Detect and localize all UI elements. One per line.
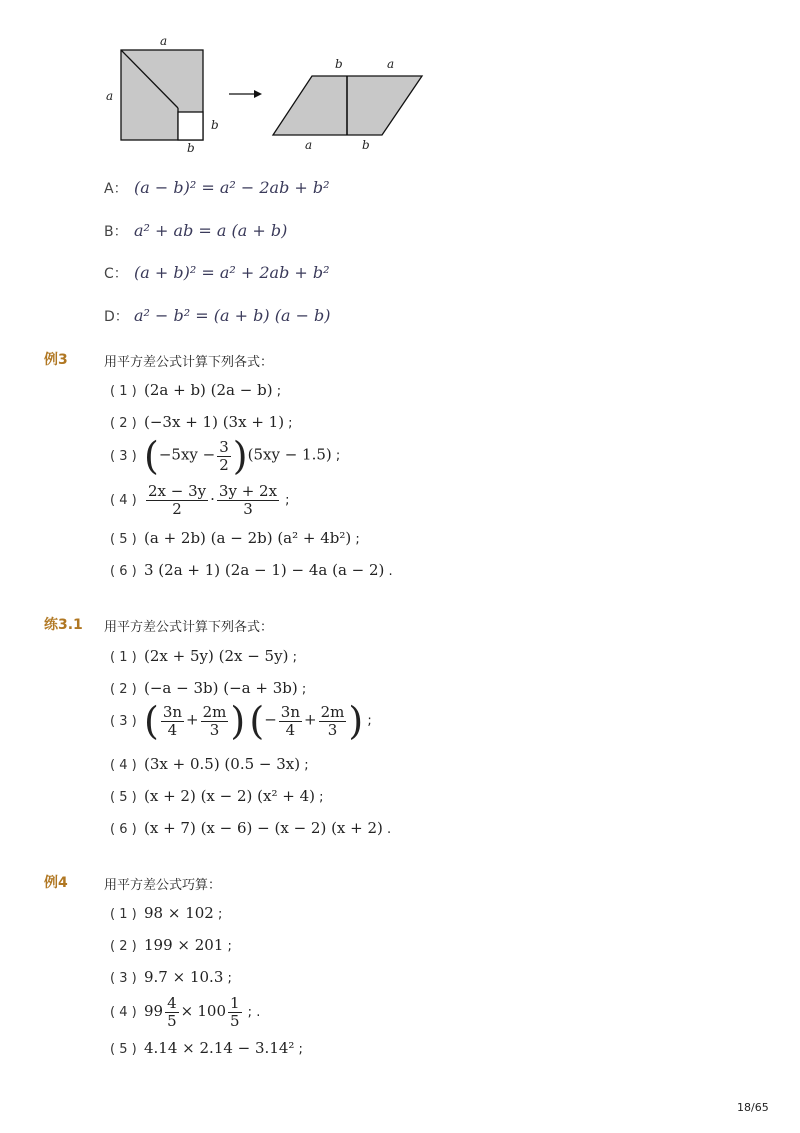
item-end: ; (297, 682, 307, 697)
item-expression: (3x + 0.5) (0.5 − 3x) (144, 755, 301, 773)
item-expression: 3 (2a + 1) (2a − 1) − 4a (a − 2) (144, 561, 385, 579)
p31-item-5 (110, 787, 324, 805)
p31-item-2 (110, 679, 306, 697)
ex3-item-6 (110, 561, 393, 579)
choice-d (104, 306, 331, 326)
frac-den: 5 (167, 1012, 177, 1030)
item-number: ( 2 ) (110, 416, 137, 431)
fraction-d (319, 704, 347, 739)
item-expression: 9.7 × 10.3 (144, 968, 224, 986)
frac-den: 4 (167, 720, 178, 739)
frac-den: 2 (172, 500, 182, 518)
fraction-1 (165, 995, 179, 1030)
whole-2: 100 (197, 1002, 226, 1020)
frac-num: 2m (320, 702, 345, 721)
item-end: ; (331, 448, 341, 464)
item-end: ; (213, 907, 223, 922)
choice-formula: a² − b² = (a + b) (a − b) (134, 306, 331, 325)
small-square (178, 112, 203, 140)
right-paren: ) (348, 699, 364, 743)
label-square-top: a (160, 34, 168, 48)
plus-sign: + (304, 710, 317, 729)
practice-3-1-instruction: 用平方差公式计算下列各式： (104, 620, 274, 635)
choice-a (104, 178, 330, 198)
ex4-item-3 (110, 968, 232, 986)
frac-num: 2x − 3y (148, 482, 207, 500)
p31-item-1 (110, 647, 297, 665)
item-end: ; (314, 790, 324, 805)
page-number: 18/65 (737, 1101, 769, 1114)
times-sign: × (180, 1002, 194, 1020)
item-number: ( 3 ) (110, 971, 137, 986)
ex4-item-4 (110, 995, 260, 1030)
frac-den: 3 (327, 720, 338, 739)
item-expression: (2x + 5y) (2x − 5y) (144, 647, 289, 665)
item-number: ( 5 ) (110, 1042, 137, 1057)
item-number: ( 2 ) (110, 939, 137, 954)
item-end: ; (351, 532, 360, 547)
choice-b (104, 221, 287, 241)
multiply-dot: · (210, 490, 215, 508)
example-4-instruction: 用平方差公式巧算： (104, 878, 222, 893)
left-paren: ( (144, 699, 159, 743)
frac-den: 3 (209, 720, 220, 739)
frac-den: 3 (243, 500, 253, 518)
ex3-item-5 (110, 529, 360, 547)
item-end: ; (223, 971, 232, 986)
label-para-top-left: b (335, 57, 343, 71)
frac-num: 3 (219, 437, 229, 456)
item-number: ( 1 ) (110, 907, 137, 922)
fraction-2 (217, 483, 279, 518)
p31-item-4 (110, 755, 309, 773)
label-para-bottom-left: a (305, 138, 313, 152)
example-4-heading: 例4 (44, 875, 68, 891)
ex3-item-2 (110, 413, 293, 431)
item-expression: 199 × 201 (144, 936, 224, 954)
example-3-instruction: 用平方差公式计算下列各式： (104, 355, 274, 370)
ex4-item-5 (110, 1039, 303, 1057)
p31-item-3 (110, 699, 372, 743)
item-end: ; (284, 416, 293, 431)
frac-num: 3n (280, 702, 300, 721)
item-number: ( 1 ) (110, 384, 137, 399)
frac-num: 3n (162, 702, 183, 721)
item-number: ( 5 ) (110, 532, 137, 547)
plus-sign: + (186, 710, 199, 729)
p31-item-6 (110, 819, 391, 837)
right-paren: ) (230, 699, 246, 743)
item-post: (5xy − 1.5) (247, 445, 332, 464)
fraction-c (279, 704, 302, 739)
item-number: ( 5 ) (110, 790, 137, 805)
item-end: ; . (243, 1005, 261, 1020)
label-square-left: a (106, 89, 114, 103)
ex4-item-1 (110, 904, 222, 922)
item-number: ( 4 ) (110, 758, 137, 773)
frac-num: 2m (202, 702, 227, 721)
choice-formula: a² + ab = a (a + b) (134, 221, 288, 240)
label-small-bottom: b (187, 141, 195, 155)
choice-formula: (a − b)² = a² − 2ab + b² (134, 178, 330, 197)
item-number: ( 4 ) (110, 1005, 137, 1020)
fraction-2 (228, 995, 242, 1030)
item-number: ( 6 ) (110, 564, 137, 579)
frac-num: 3y + 2x (218, 482, 278, 500)
choice-label: B： (104, 224, 128, 240)
ex3-item-1 (110, 381, 281, 399)
item-end: . (382, 822, 392, 837)
frac-den: 2 (219, 455, 229, 474)
fraction-b (201, 704, 229, 739)
item-expression: 98 × 102 (144, 904, 214, 922)
whole-1: 99 (144, 1002, 164, 1020)
choice-label: C： (104, 266, 128, 282)
item-number: ( 6 ) (110, 822, 137, 837)
frac-num: 4 (167, 994, 177, 1012)
ex4-item-2 (110, 936, 232, 954)
item-pre: −5xy − (158, 445, 216, 464)
item-expression: (a + 2b) (a − 2b) (a² + 4b²) (144, 529, 352, 547)
choice-label: D： (104, 309, 129, 325)
geometry-figure (90, 25, 450, 160)
item-end: ; (272, 384, 282, 399)
choice-formula: (a + b)² = a² + 2ab + b² (134, 263, 330, 282)
right-paren: ) (232, 434, 248, 478)
item-end: . (384, 564, 393, 579)
item-expression: (x + 7) (x − 6) − (x − 2) (x + 2) (144, 819, 383, 837)
choice-label: A： (104, 181, 128, 197)
choice-c (104, 263, 330, 283)
right-arrow-icon (254, 90, 262, 98)
fraction (217, 439, 231, 474)
label-small-right: b (211, 118, 219, 132)
item-end: ; (223, 939, 232, 954)
item-number: ( 3 ) (110, 448, 137, 464)
item-expression: (x + 2) (x − 2) (x² + 4) (144, 787, 315, 805)
minus-sign: − (264, 710, 277, 729)
item-end: ; (281, 493, 290, 508)
item-number: ( 4 ) (110, 493, 137, 508)
item-expression: (2a + b) (2a − b) (144, 381, 273, 399)
practice-3-1-heading: 练3.1 (44, 617, 83, 633)
item-expression: (−a − 3b) (−a + 3b) (144, 679, 298, 697)
fraction-1 (146, 483, 208, 518)
example-3-heading: 例3 (44, 352, 68, 368)
ex3-item-4 (110, 483, 290, 518)
item-expression: 4.14 × 2.14 − 3.14² (144, 1039, 295, 1057)
fraction-a (161, 704, 184, 739)
ex3-item-3 (110, 434, 341, 478)
item-expression: (−3x + 1) (3x + 1) (144, 413, 285, 431)
item-end: ; (363, 713, 372, 729)
item-number: ( 3 ) (110, 713, 137, 729)
item-number: ( 1 ) (110, 650, 137, 665)
item-number: ( 2 ) (110, 682, 137, 697)
frac-num: 1 (230, 994, 240, 1012)
item-end: ; (300, 758, 309, 773)
item-end: ; (294, 1042, 303, 1057)
left-paren: ( (249, 699, 265, 743)
label-para-top-right: a (387, 57, 395, 71)
label-para-bottom-right: b (362, 138, 370, 152)
item-end: ; (288, 650, 297, 665)
frac-den: 5 (230, 1012, 240, 1030)
left-paren: ( (144, 434, 159, 478)
frac-den: 4 (285, 720, 296, 739)
